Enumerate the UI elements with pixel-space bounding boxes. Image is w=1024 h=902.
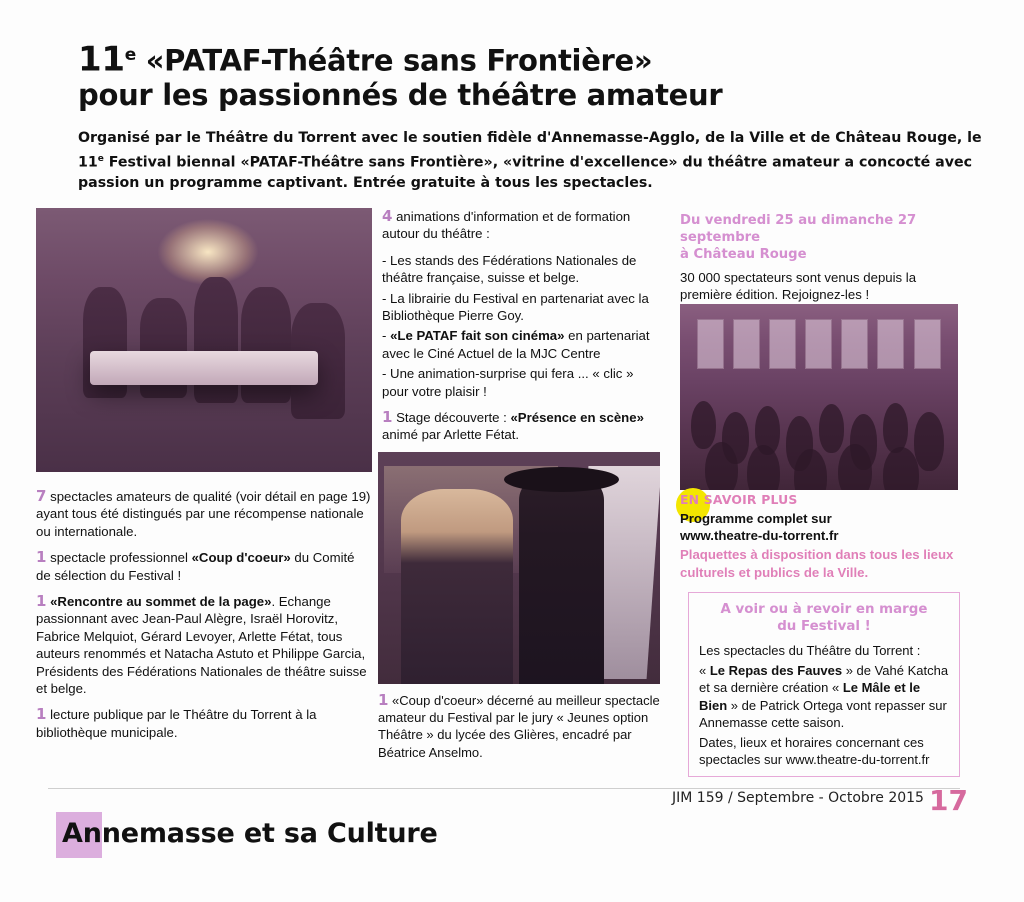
left-paragraph-2-text-a: spectacle professionnel	[46, 550, 192, 566]
footer-divider	[48, 788, 960, 789]
standfirst-part-1: Organisé par le Théâtre du Torrent avec le soutien fidèle d'Annemasse-Agglo, de la Ville et de Château Rouge, le 11	[78, 130, 982, 171]
a-voir-a-revoir-box	[688, 592, 960, 777]
a-voir-box-title	[699, 601, 949, 635]
a-voir-p2-pre: «	[699, 663, 710, 679]
page-title	[78, 38, 958, 112]
middle-paragraph-2	[382, 409, 662, 444]
a-voir-p2-post: » de Patrick Ortega vont repasser sur Annemasse cette saison.	[699, 697, 947, 730]
lead-number: 1	[36, 548, 47, 567]
title-ordinal-number: 11	[78, 39, 125, 80]
a-voir-box-paragraph-1: Les spectacles du Théâtre du Torrent :	[699, 643, 921, 658]
caption-actors-text: «Coup d'coeur» décerné au meilleur spectacle amateur du Festival par le jury « Jeunes option Théâtre » du lycée des Glières, encadré par Béatrice Anselmo.	[378, 693, 660, 760]
left-paragraph-4	[36, 706, 372, 741]
a-voir-box-paragraph-3: Dates, lieux et horaires concernant ces spectacles sur www.theatre-du-torrent.fr	[699, 735, 930, 768]
title-line-1	[78, 38, 958, 78]
middle-column-text	[382, 208, 662, 453]
en-savoir-plus-body	[680, 510, 960, 581]
standfirst-ordinal-suffix: e	[97, 153, 104, 164]
a-voir-box-title-line-2: du Festival !	[777, 619, 871, 634]
left-paragraph-4-text: lecture publique par le Théâtre du Torrent à la bibliothèque municipale.	[36, 707, 317, 740]
en-savoir-plus-block	[680, 492, 960, 581]
a-voir-box-body	[699, 642, 949, 768]
stage-figure	[140, 298, 187, 398]
stage-figure	[291, 303, 345, 419]
title-main-text: «PATAF-Théâtre sans Frontière»	[145, 43, 653, 78]
middle-bullet-1: - Les stands des Fédérations Nationales de théâtre française, suisse et belge.	[382, 252, 637, 286]
programme-line: Programme complet sur	[680, 511, 832, 526]
middle-paragraph-1-text: animations d'information et de formation autour du théâtre :	[382, 209, 631, 242]
left-paragraph-3-bold: «Rencontre au sommet de la page»	[46, 594, 272, 610]
middle-bullet-3	[382, 327, 662, 362]
middle-paragraph-2-text-b: animé par Arlette Fétat.	[382, 427, 520, 443]
middle-bullet-3-dash: -	[382, 328, 391, 344]
section-title: Annemasse et sa Culture	[62, 818, 438, 849]
middle-paragraph-1	[382, 208, 662, 243]
middle-paragraph-2-text-a: Stage découverte :	[392, 410, 511, 426]
lead-number: 1	[378, 691, 389, 709]
middle-bullet-2: - La librairie du Festival en partenariat avec la Bibliothèque Pierre Goy.	[382, 290, 649, 324]
left-paragraph-2-bold: «Coup d'coeur»	[191, 550, 291, 566]
a-voir-box-title-line-1: A voir ou à revoir en marge	[720, 602, 928, 617]
event-dates-line-2: à Château Rouge	[680, 247, 807, 262]
stage-figure	[241, 287, 291, 403]
actor-figure-left	[401, 489, 514, 684]
show-title-le-male-et-le-bien: Le Mâle et le Bien	[699, 680, 921, 713]
middle-bullet-4: - Une animation-surprise qui fera ... « clic » pour votre plaisir !	[382, 366, 634, 399]
plaquettes-line: Plaquettes à disposition dans tous les lieux culturels et publics de la Ville.	[680, 547, 954, 580]
stage-figure	[83, 287, 127, 398]
standfirst-paragraph	[78, 128, 986, 193]
stage-figure	[194, 277, 238, 404]
right-intro-paragraph: 30 000 spectateurs sont venus depuis la première édition. Rejoignez-les !	[680, 270, 917, 303]
left-paragraph-2-text-b: du Comité de sélection du Festival !	[36, 550, 355, 583]
left-paragraph-1	[36, 488, 372, 540]
page-number: 17	[929, 784, 968, 817]
actor-figure-right	[519, 475, 604, 684]
photo-actors-scene	[378, 452, 660, 684]
event-dates-line-1: Du vendredi 25 au dimanche 27 septembre	[680, 213, 917, 245]
en-savoir-plus-label: EN SAVOIR PLUS	[680, 492, 798, 507]
lead-number: 1	[382, 408, 393, 427]
middle-bullet-3-bold: «Le PATAF fait son cinéma»	[390, 328, 565, 344]
event-dates	[680, 212, 960, 263]
title-line-2: pour les passionnés de théâtre amateur	[78, 77, 723, 112]
left-paragraph-2	[36, 549, 372, 584]
left-paragraph-1-text: spectacles amateurs de qualité (voir détail en page 19) ayant tous été distingués par une récompense nationale ou internationale.	[36, 489, 371, 539]
caption-actors-photo	[378, 692, 662, 761]
middle-bullet-3-rest: en partenariat avec le Ciné Actuel de la MJC Centre	[382, 328, 650, 361]
right-column-text	[680, 212, 960, 313]
standfirst-part-2: Festival biennal «PATAF-Théâtre sans Frontière», «vitrine d'excellence» du théâtre amateur a concocté avec passion un programme captivant. Entrée gratuite à tous les spectacles.	[78, 154, 973, 191]
show-title-repas-des-fauves: Le Repas des Fauves	[709, 663, 843, 679]
lead-number: 4	[382, 207, 393, 225]
crowd-figures	[680, 304, 958, 490]
photo-audience-crowd	[680, 304, 958, 490]
a-voir-p2-mid: » de Vahé Katcha et sa dernière création «	[699, 663, 949, 696]
photo-theatre-table-scene	[36, 208, 372, 472]
a-voir-box-paragraph-2	[699, 662, 949, 731]
website-link[interactable]: www.theatre-du-torrent.fr	[680, 528, 839, 544]
left-paragraph-3-text: . Echange passionnant avec Jean-Paul Alègre, Israël Horovitz, Fabrice Melquiot, Gérard Levoyer, Arlette Fétat, tous auteurs renommés et Natacha Astuto et Philippe Garcia, Présidents des Fédérations Nationales de théâtre suisse et belge.	[36, 594, 367, 697]
lead-number: 1	[36, 705, 47, 724]
left-column-text	[36, 488, 372, 750]
title-ordinal-suffix: e	[124, 45, 136, 65]
middle-paragraph-2-bold: «Présence en scène»	[510, 410, 644, 426]
left-paragraph-3	[36, 593, 372, 697]
footer-issue-reference: JIM 159 / Septembre - Octobre 2015	[672, 790, 924, 806]
lead-number: 1	[36, 592, 47, 611]
lead-number: 7	[36, 487, 47, 505]
